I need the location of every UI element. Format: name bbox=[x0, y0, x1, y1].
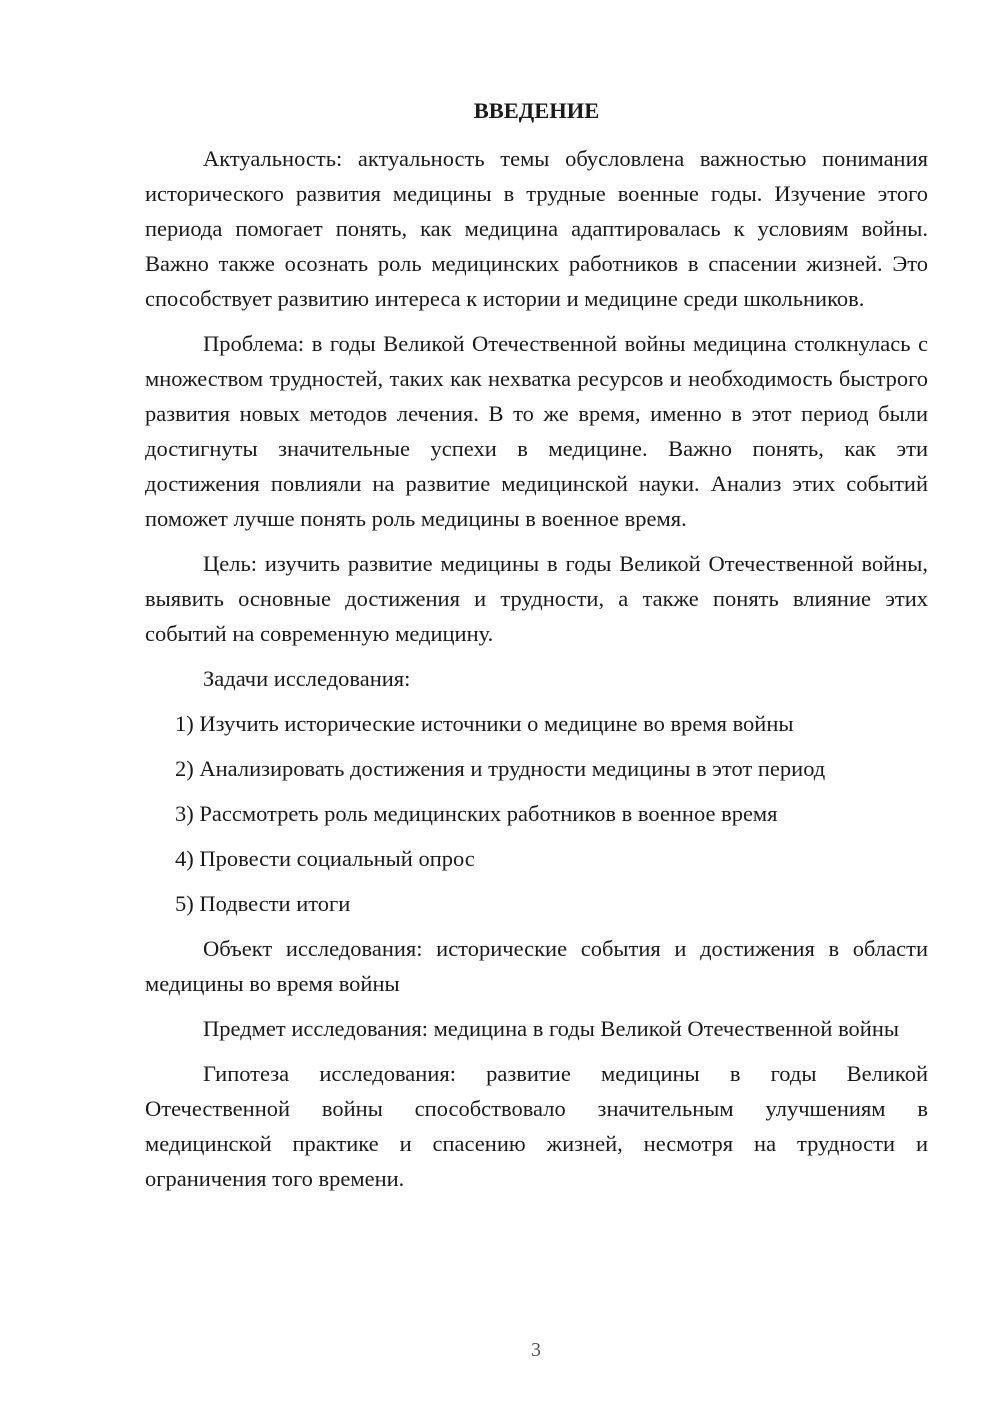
tasks-heading: Задачи исследования: bbox=[203, 666, 411, 691]
paragraph-object: Объект исследования: исторические события и достижения в области медицины во время войны bbox=[145, 936, 928, 996]
task-item: 4) Провести социальный опрос bbox=[175, 846, 475, 871]
task-item: 2) Анализировать достижения и трудности медицины в этот период bbox=[175, 756, 826, 781]
page-number: 3 bbox=[531, 1339, 541, 1361]
paragraph-hypothesis: Гипотеза исследования: развитие медицины в годы Великой Отечественной войны способствовало значительным улучшениям в медицинской практике и спасению жизней, несмотря на трудности и ограничения того времени. bbox=[145, 1061, 928, 1191]
paragraph-goal: Цель: изучить развитие медицины в годы Великой Отечественной войны, выявить основные достижения и трудности, а также понять влияние этих событий на современную медицину. bbox=[145, 551, 928, 646]
task-item: 5) Подвести итоги bbox=[175, 891, 351, 916]
task-item: 3) Рассмотреть роль медицинских работников в военное время bbox=[175, 801, 778, 826]
paragraph-subject: Предмет исследования: медицина в годы Великой Отечественной войны bbox=[203, 1016, 899, 1041]
page-content bbox=[145, 93, 928, 1206]
task-item: 1) Изучить исторические источники о медицине во время войны bbox=[175, 711, 794, 736]
paragraph-relevance: Актуальность: актуальность темы обусловлена важностью понимания исторического развития медицины в трудные военные годы. Изучение этого периода помогает понять, как медицина адаптировалась к условиям войны. Важно также осознать роль медицинских работников в спасении жизней. Это способствует развитию интереса к истории и медицине среди школьников. bbox=[145, 146, 928, 311]
tasks-list bbox=[145, 706, 928, 921]
paragraph-problem: Проблема: в годы Великой Отечественной войны медицина столкнулась с множеством трудностей, таких как нехватка ресурсов и необходимость быстрого развития новых методов лечения. В то же время, именно в этот период были достигнуты значительные успехи в медицине. Важно понять, как эти достижения повлияли на развитие медицинской науки. Анализ этих событий поможет лучше понять роль медицины в военное время. bbox=[145, 331, 928, 531]
section-title: ВВЕДЕНИЕ bbox=[473, 98, 600, 123]
